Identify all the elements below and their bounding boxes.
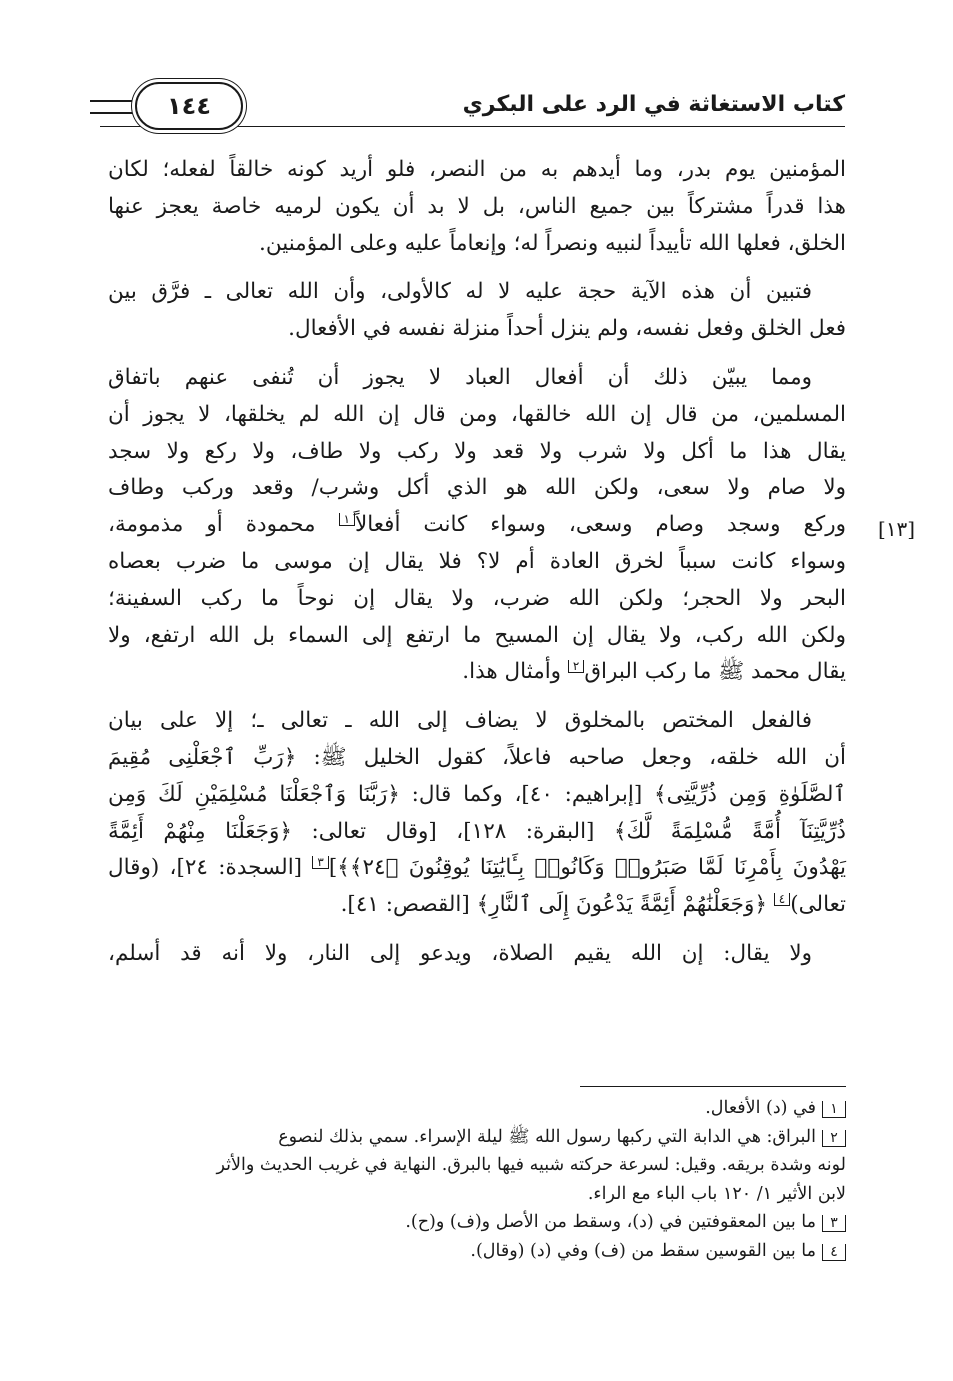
- text-line: يقال هذا ما أكل ولا شرب ولا قعد ولا ركب ولا طاف، ولا ركع ولا سجد: [108, 438, 846, 464]
- footnote-text: لابن الأثير ١/ ١٢٠ باب الباء مع الراء.: [587, 1183, 846, 1204]
- page-header: [100, 70, 845, 150]
- text-line: البحر ولا الحجر؛ ولكن الله ضرب، ولا يقال إن نوحاً ما ركب السفينة؛: [108, 585, 846, 611]
- text-line: ومما يبيّن ذلك أن أفعال العباد لا يجوز أن تُنفى عنهم باتفاق: [108, 364, 812, 390]
- text-line: [108, 654, 846, 691]
- paragraph: [108, 360, 846, 691]
- text-line: فالفعل المختص بالمخلوق لا يضاف إلى الله ـ تعالى ـ؛ إلا على بيان: [108, 708, 812, 734]
- text-line: [108, 507, 846, 544]
- footnote: [108, 1123, 846, 1152]
- footnote-text: البراق: هي الدابة التي ركبها رسول الله ﷺ ليلة الإسراء. سمي بذلك لنصوع: [278, 1126, 816, 1147]
- text-segment: وركع وسجد وصام وسعى، وسواء كانت أفعالاً: [354, 512, 846, 538]
- text-line: أن الله خلقه، وجعل صاحبه فاعلاً، كقول الخليل ﷺ: ﴿رَبِّ ٱجْعَلْنِى مُقِيمَ: [108, 744, 846, 770]
- footnote-ref[interactable]: ٤: [774, 893, 790, 906]
- footnote-ref[interactable]: ١: [339, 513, 355, 526]
- text-segment: يقال محمد ﷺ ما ركب البراق: [584, 659, 846, 685]
- text-line: هذا قدراً مشتركاً بين جميع الناس، بل لا بد أن يكون لرميه خاصة يعجز عنها: [108, 193, 846, 219]
- page-number-badge: [135, 82, 243, 130]
- footnote-text: لونه وشدة بريقه. وقيل: لسرعة حركته شبيه فيها بالبرق. النهاية في غريب الحديث والأثر: [216, 1155, 846, 1175]
- text-line: المسلمين، من قال إن الله خالقها، ومن قال إن الله لم يخلقها، لا يجوز أن: [108, 401, 846, 427]
- footnote-number: ١: [822, 1101, 846, 1118]
- text-line: [108, 887, 846, 924]
- text-line: فعل الخلق وفعل نفسه، ولم ينزل أحداً منزلة نفسه في الأفعال.: [288, 316, 846, 342]
- paragraph: [108, 936, 846, 973]
- page-number: ١٤٤: [167, 92, 211, 120]
- text-segment: [السجدة: ٢٤]، (وقال: [108, 855, 303, 881]
- header-ornament-lines: [90, 100, 134, 114]
- footnotes: [108, 1094, 846, 1265]
- text-line: المؤمنين يوم بدر، وما أيدهم به من النصر، فلو أريد كونه خالقاً لفعله؛ لكان: [108, 157, 846, 182]
- margin-folio-note: [١٣]: [878, 517, 916, 541]
- footnote: [108, 1237, 846, 1266]
- text-line: ذُرِّيَّتِنَآ أُمَّةً مُّسْلِمَةً لَّكَ﴾ [البقرة: ١٢٨]، [وقال تعالى: ﴿وَجَعَلْنَا مِنْهُمْ أَئِمَّةً: [108, 818, 846, 844]
- text-line: ولا صام ولا سعى، ولكن الله هو الذي أكل وشرب/ وقعد وركب وطاف: [108, 475, 846, 501]
- text-segment: تعالى): [790, 892, 846, 918]
- main-text: [108, 152, 846, 985]
- text-line: فتبين أن هذه الآية حجة عليه لا له كالأولى، وأن الله تعالى ـ فرَّق بين: [108, 279, 812, 305]
- footnote-ref[interactable]: ٣: [312, 856, 328, 869]
- text-line: ولا يقال: إن الله يقيم الصلاة، ويدعو إلى النار، ولا أنه قد أسلم،: [108, 940, 812, 966]
- text-line: الخلق، فعلها الله تأييداً لنبيه ونصراً له؛ وإنعاماً عليه وعلى المؤمنين.: [259, 230, 846, 256]
- text-segment: محمودة أو مذمومة،: [108, 512, 316, 538]
- text-segment: ﴿وَجَعَلْنَٰهُمْ أَئِمَّةً يَدْعُونَ إِلَى ٱلنَّارِ﴾ [القصص: ٤١].: [340, 892, 767, 918]
- footnote-separator: [580, 1086, 846, 1087]
- text-line: وسواء كانت سبباً لخرق العادة أم لا؟ فلا يقال إن موسى ما ضرب بعصاه: [108, 548, 846, 574]
- text-line: [108, 850, 846, 887]
- book-title: كتاب الاستغاثة في الرد على البكري: [462, 92, 845, 117]
- paragraph: [108, 152, 846, 262]
- text-segment: يَهْدُونَ بِأَمْرِنَا لَمَّا صَبَرُوا۟ وَكَانُوا۟ بِـَٔايَٰتِنَا يُوقِنُونَ ﴿٢٤﴾﴾]: [328, 855, 846, 881]
- footnote: [108, 1208, 846, 1237]
- footnote-text: ما بين المعقوفتين في (د)، وسقط من الأصل و(ف) و(ح).: [405, 1212, 816, 1232]
- footnote-text: ما بين القوسين سقط من (ف) وفي (د) (وقال).: [470, 1240, 816, 1261]
- footnote-number: ٢: [822, 1130, 846, 1147]
- footnote-number: ٣: [822, 1215, 846, 1232]
- paragraph: [108, 703, 846, 924]
- footnote: [108, 1094, 846, 1123]
- text-segment: وأمثال هذا.: [462, 659, 562, 685]
- footnote-number: ٤: [822, 1244, 846, 1261]
- footnote-ref[interactable]: ٢: [568, 660, 584, 673]
- footnote-text: في (د) الأفعال.: [705, 1098, 816, 1118]
- paragraph: [108, 274, 846, 348]
- text-line: ولكن الله ركب، ولا يقال إن المسيح ما ارتفع إلى السماء بل الله ارتفع، ولا: [108, 622, 846, 648]
- text-line: ٱلصَّلَوٰةِ وَمِن ذُرِّيَّتِى﴾ [إبراهيم: ٤٠]، وكما قال: ﴿رَبَّنَا وَٱجْعَلْنَا مُسْلِمَيْنِ لَكَ وَمِن: [108, 781, 847, 807]
